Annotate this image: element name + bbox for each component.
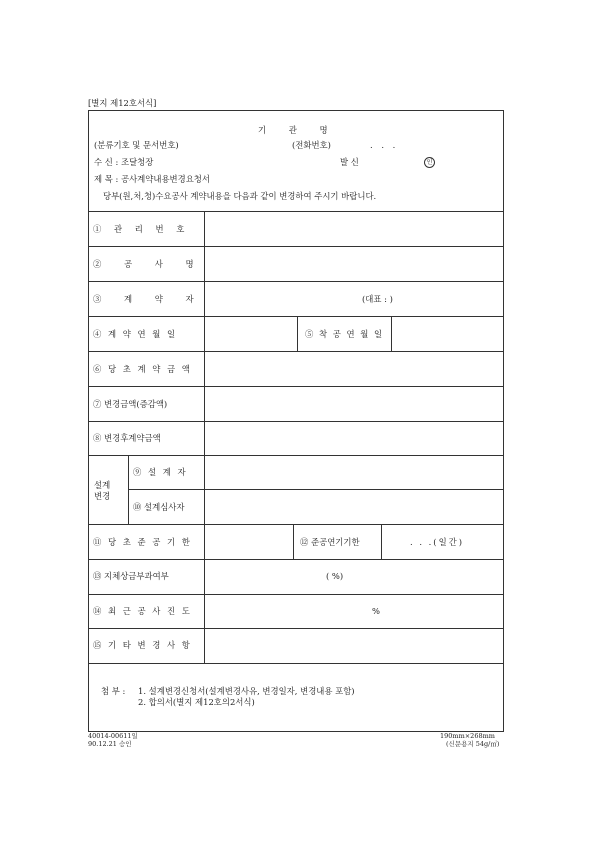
row4-mid-divider-a — [297, 316, 298, 351]
label-change-amount: ⑦ 변경금액(증감액) — [93, 399, 168, 409]
label-extended-deadline: ⑫ 준공연기기한 — [300, 537, 360, 547]
seal-mark: 인 — [424, 157, 435, 168]
label-design-group-top: 설계 — [94, 480, 111, 490]
subject-line: 제 목 : 공사계약내용변경요청서 — [94, 174, 210, 184]
progress-value: % — [372, 606, 380, 616]
label-designer: ⑨ 설 계 자 — [133, 467, 188, 477]
sender-label: 발 신 — [340, 157, 359, 167]
body-text: 당부(원,처,청)수요공사 계약내용을 다음과 같이 변경하여 주시기 바랍니다. — [103, 191, 377, 201]
label-column-divider — [204, 211, 205, 663]
form-number-label: [별지 제12호서식] — [88, 98, 157, 108]
contractor-rep: (대표 : ) — [362, 294, 393, 304]
rule-row9 — [88, 524, 504, 525]
footer-size: 190mm×268mm — [440, 732, 495, 740]
rule-row11 — [88, 594, 504, 595]
row11-mid-divider-b — [381, 524, 382, 559]
rule-row2 — [88, 281, 504, 282]
rule-row7 — [88, 455, 504, 456]
rule-row13 — [88, 663, 504, 664]
rule-row1 — [88, 246, 504, 247]
label-original-deadline: ⑪ 당 초 준 공 기 한 — [93, 537, 192, 547]
org-name: 기 관 명 — [258, 125, 338, 135]
label-project-name: ② 공 사 명 — [93, 259, 204, 269]
footer-approval-date: 90.12.21 승인 — [88, 740, 132, 748]
label-other-changes: ⑮ 기 타 변 경 사 항 — [93, 640, 192, 650]
label-original-amount: ⑥ 당 초 계 약 금 액 — [93, 364, 192, 374]
rule-row5 — [88, 386, 504, 387]
label-management-number: ① 관 리 번 호 — [93, 224, 190, 234]
label-start-date: ⑤ 착 공 연 월 일 — [305, 329, 384, 339]
rule-row6 — [88, 421, 504, 422]
footer-paper: (신문용지 54g/㎡) — [446, 740, 500, 748]
recipient-line: 수 신 : 조달청장 — [94, 157, 154, 167]
attachments-label: 첨 부 : — [101, 686, 126, 696]
attachment-item-2: 2. 합의서(별지 제12호의2서식) — [138, 697, 255, 707]
rule-row12 — [88, 628, 504, 629]
design-group-divider — [128, 455, 129, 524]
rule-row10 — [88, 559, 504, 560]
rule-row4 — [88, 351, 504, 352]
footer-code: 40014-00611일 — [88, 732, 138, 740]
label-contractor: ③ 계 약 자 — [93, 294, 204, 304]
row11-mid-divider-a — [293, 524, 294, 559]
extended-deadline-value: . . .(일간) — [410, 537, 465, 547]
label-new-amount: ⑧ 변경후계약금액 — [93, 433, 161, 443]
phone-dots: . . . — [370, 140, 399, 150]
attachment-item-1: 1. 설계변경신청서(설계변경사유, 변경일자, 변경내용 포함) — [138, 686, 355, 696]
label-contract-date: ④ 계 약 연 월 일 — [93, 329, 178, 339]
doc-code-field: (분류기호 및 문서번호) — [94, 140, 179, 150]
rule-header-bottom — [88, 211, 504, 212]
late-penalty-value: ( %) — [326, 571, 344, 581]
label-progress: ⑭ 최 근 공 사 진 도 — [93, 606, 192, 616]
label-late-penalty: ⑬ 지체상금부과여부 — [93, 571, 169, 581]
phone-label: (전화번호) — [292, 140, 331, 150]
row4-mid-divider-b — [391, 316, 392, 351]
rule-row8-design-split — [128, 489, 504, 490]
label-design-group-bottom: 변경 — [94, 491, 111, 501]
label-design-reviewer: ⑩ 설계심사자 — [133, 502, 185, 512]
rule-row3 — [88, 316, 504, 317]
